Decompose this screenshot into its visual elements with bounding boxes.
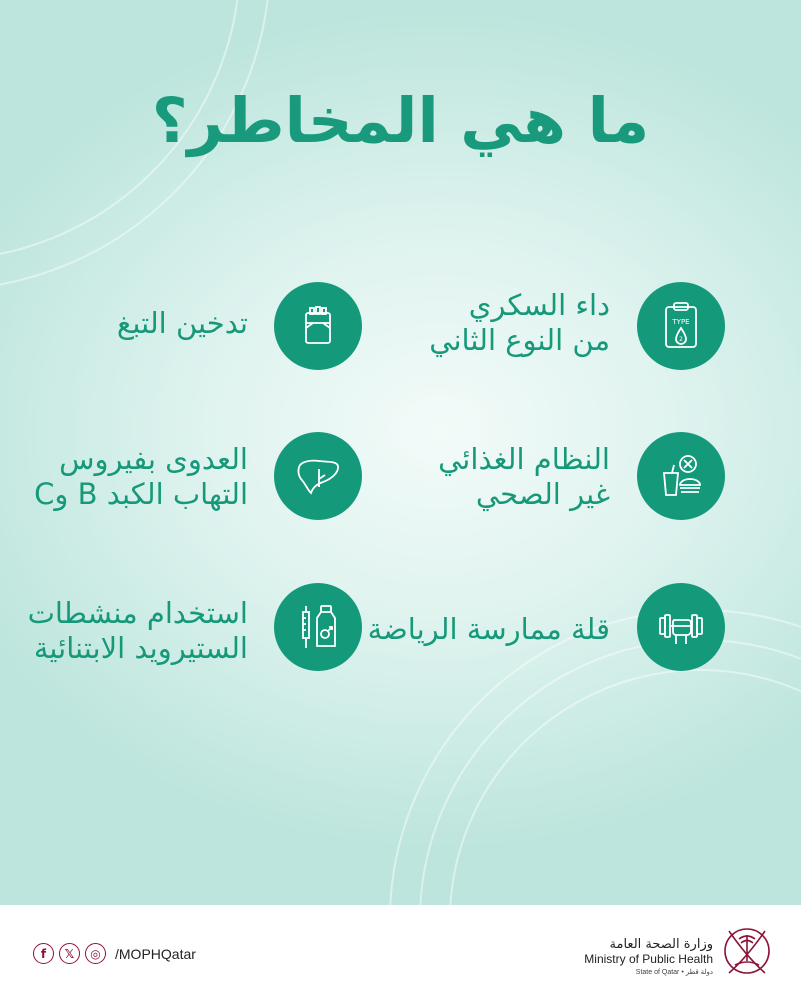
- smoking-label: تدخين التبغ: [116, 306, 248, 340]
- dumbbell-fist-icon: [637, 583, 725, 671]
- diabetes-label: داء السكري من النوع الثاني: [429, 288, 610, 357]
- steroids-label: استخدام منشطات الستيرويد الابتنائية: [27, 596, 248, 665]
- instagram-icon[interactable]: ◎: [85, 943, 106, 964]
- x-twitter-icon[interactable]: 𝕏: [59, 943, 80, 964]
- liver-icon: [274, 432, 362, 520]
- diet-label: النظام الغذائي غير الصحي: [438, 442, 610, 511]
- ministry-logo-text: [584, 938, 713, 976]
- state-of-qatar: State of Qatar • دولة قطر: [635, 968, 713, 976]
- type-label: TYPE: [672, 318, 690, 326]
- diabetes-type2-clipboard-icon: [637, 282, 725, 370]
- facebook-icon[interactable]: f: [33, 943, 54, 964]
- qatar-emblem-icon: [719, 921, 775, 983]
- page-title: ما هي المخاطر؟: [151, 84, 650, 157]
- junk-food-icon: [637, 432, 725, 520]
- ministry-english: Ministry of Public Health: [584, 952, 713, 967]
- social-links: [33, 943, 196, 964]
- ministry-arabic: وزارة الصحة العامة: [609, 937, 713, 952]
- social-handle[interactable]: /MOPHQatar: [115, 945, 196, 962]
- hepatitis-label: العدوى بفيروس التهاب الكبد B وC: [34, 442, 248, 511]
- cigarette-pack-icon: [274, 282, 362, 370]
- type-number: 2: [679, 336, 683, 343]
- syringe-vial-icon: [274, 583, 362, 671]
- exercise-label: قلة ممارسة الرياضة: [367, 612, 610, 646]
